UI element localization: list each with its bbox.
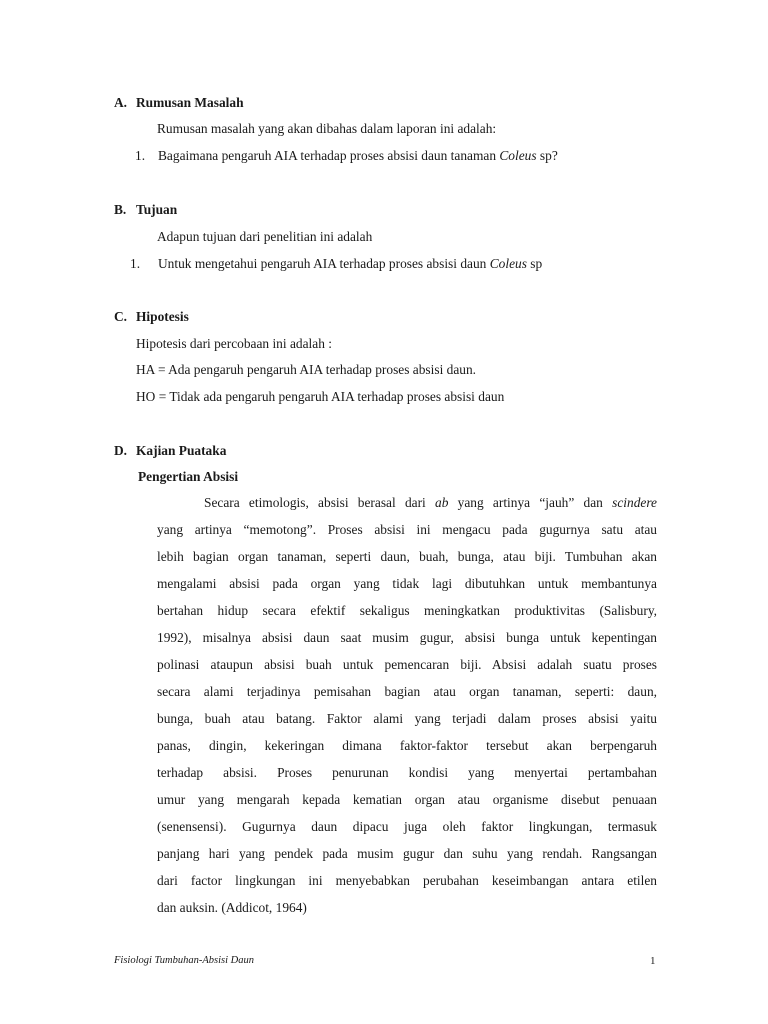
page-number: 1 xyxy=(650,955,656,967)
footer-title: Fisiologi Tumbuhan-Absisi Daun xyxy=(114,955,255,966)
paragraph-line: dan auksin. (Addicot, 1964) xyxy=(157,900,307,915)
hypothesis-ha-label: HA xyxy=(136,362,155,377)
section-a-item xyxy=(158,147,558,164)
section-c-intro: Hipotesis dari percobaan ini adalah : xyxy=(136,336,332,351)
section-a-heading: Rumusan Masalah xyxy=(136,95,244,110)
section-b-item-text: Untuk mengetahui pengaruh AIA terhadap proses absisi daun xyxy=(158,256,490,271)
section-c-heading: Hipotesis xyxy=(136,309,189,324)
section-a-item-number: 1. xyxy=(135,148,146,163)
paragraph-line: yang artinya “memotong”. Proses absisi ini mengacu pada gugurnya satu atau xyxy=(157,522,657,537)
section-a-item-italic: Coleus xyxy=(499,148,537,163)
section-a-intro: Rumusan masalah yang akan dibahas dalam laporan ini adalah: xyxy=(157,121,497,136)
paragraph-line: 1992), misalnya absisi daun saat musim gugur, absisi bunga untuk kepentingan xyxy=(157,630,657,645)
section-b-item-italic: Coleus xyxy=(489,256,527,271)
paragraph-line: secara alami terjadinya pemisahan bagian atau organ tanaman, seperti: daun, xyxy=(157,684,657,699)
paragraph-line: terhadap absisi. Proses penurunan kondisi yang menyertai pertambahan xyxy=(157,765,657,780)
paragraph-text-2: yang artinya “jauh” dan xyxy=(448,495,613,510)
hypothesis-ha xyxy=(136,361,476,378)
paragraph-line: bertahan hidup secara efektif sekaligus meningkatkan produktivitas (Salisbury, xyxy=(157,603,657,618)
section-b-item-number: 1. xyxy=(130,256,141,271)
paragraph-line: lebih bagian organ tanaman, seperti daun, buah, bunga, atau biji. Tumbuhan akan xyxy=(157,549,657,564)
hypothesis-ho xyxy=(136,388,504,405)
paragraph-line: umur yang mengarah kepada kematian organ atau organisme disebut penuaan xyxy=(157,792,657,807)
paragraph-line: dari factor lingkungan ini menyebabkan perubahan keseimbangan antara etilen xyxy=(157,873,657,888)
paragraph-line: bunga, buah atau batang. Faktor alami yang terjadi dalam proses absisi yaitu xyxy=(157,711,657,726)
term-ab: ab xyxy=(435,495,449,510)
paragraph-line: polinasi ataupun absisi buah untuk pemencaran biji. Absisi adalah suatu proses xyxy=(157,657,657,672)
section-d-letter: D. xyxy=(114,443,128,458)
section-b-item xyxy=(158,255,542,272)
section-a-item-text: Bagaimana pengaruh AIA terhadap proses absisi daun tanaman xyxy=(158,148,500,163)
paragraph-line: panas, dingin, kekeringan dimana faktor-faktor tersebut akan berpengaruh xyxy=(157,738,657,753)
paragraph-first-line xyxy=(204,494,657,511)
section-b-item-suffix: sp xyxy=(526,256,543,271)
paragraph-text-1: Secara etimologis, absisi berasal dari xyxy=(204,495,436,510)
paragraph-line: (senensensi). Gugurnya daun dipacu juga oleh faktor lingkungan, termasuk xyxy=(157,819,657,834)
section-a-letter: A. xyxy=(114,95,128,110)
hypothesis-ho-label: HO xyxy=(136,389,156,404)
section-b-intro: Adapun tujuan dari penelitian ini adalah xyxy=(157,229,373,244)
section-d-subheading: Pengertian Absisi xyxy=(138,469,239,484)
hypothesis-ho-text: = Tidak ada pengaruh pengaruh AIA terhadap proses absisi daun xyxy=(155,389,505,404)
section-c-letter: C. xyxy=(114,309,128,324)
section-d-heading: Kajian Puataka xyxy=(136,443,227,458)
paragraph-line: panjang hari yang pendek pada musim gugur dan suhu yang rendah. Rangsangan xyxy=(157,846,657,861)
term-scindere: scindere xyxy=(612,495,657,510)
section-b-letter: B. xyxy=(114,202,127,217)
section-b-heading: Tujuan xyxy=(136,202,178,217)
section-a-item-suffix: sp? xyxy=(536,148,558,163)
hypothesis-ha-text: = Ada pengaruh pengaruh AIA terhadap proses absisi daun. xyxy=(154,362,477,377)
paragraph-line: mengalami absisi pada organ yang tidak lagi dibutuhkan untuk membantunya xyxy=(157,576,657,591)
